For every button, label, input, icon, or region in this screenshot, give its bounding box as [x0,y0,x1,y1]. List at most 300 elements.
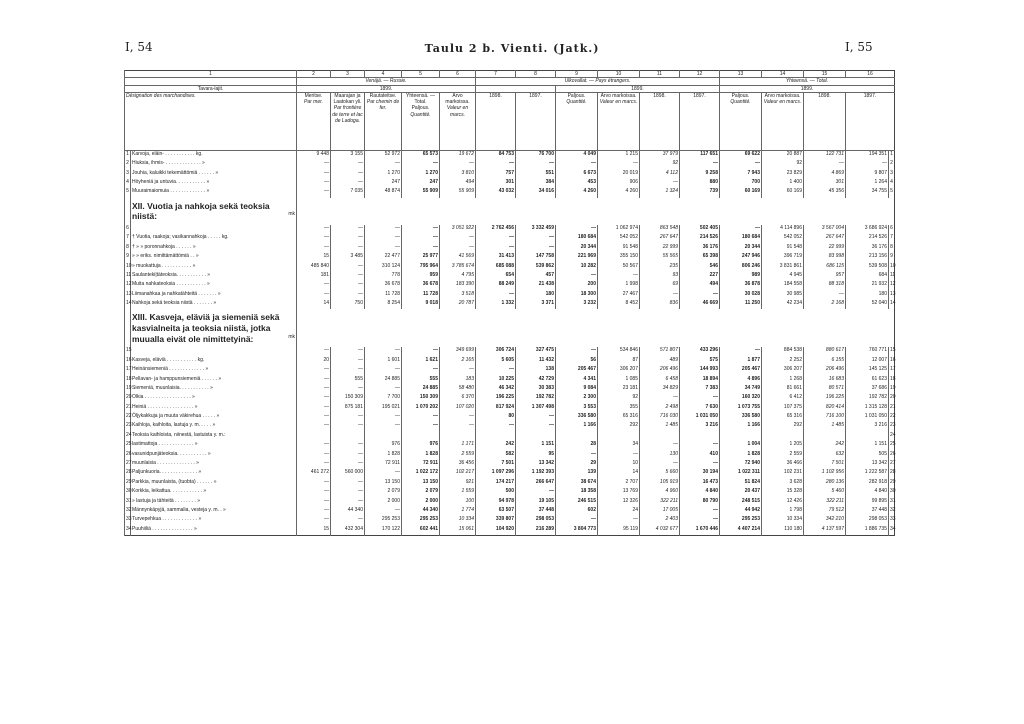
cell-value: 3 628 [762,479,804,488]
cell-value: 104 920 [476,526,516,536]
cell-value: 3 155 [331,150,365,160]
cell-value: — [297,460,331,469]
cell-value: 13 342 [516,460,556,469]
cell-value: 37 979 [640,150,680,160]
cell-value: 410 [680,451,720,460]
cell-value: 65 316 [598,413,640,422]
statistics-table [124,70,895,536]
cell-value: 5 660 [640,469,680,478]
cell-value: 1 031 050 [846,413,889,422]
cell-value: 20 019 [598,170,640,179]
cell-value: 1 270 [402,170,440,179]
cell-value: 205 467 [556,366,598,375]
cell-value: 760 771 [846,347,889,356]
row-number-right: 20 [889,394,895,403]
cell-value: — [331,225,365,234]
cell-value: 144 993 [680,366,720,375]
cell-value: 235 [640,263,680,272]
cell-value: 1 332 [476,300,516,309]
cell-value: — [331,291,365,300]
row-number: 24 [125,432,131,441]
cell-value: 107 375 [762,404,804,413]
cell-value: — [516,244,556,253]
cell-value: — [804,160,846,169]
cell-value: 99 895 [846,498,889,507]
par-mer-label: Par mer. [304,99,323,105]
cell-value: — [297,244,331,253]
cell-value: — [680,160,720,169]
cell-value: 7 700 [365,394,402,403]
cell-value: — [365,225,402,234]
cell-value: 3 332 459 [516,225,556,234]
cell-value: 453 [556,179,598,188]
cell-value: 23 181 [598,385,640,394]
cell-value: — [598,160,640,169]
section-13-header [125,309,895,347]
cell-value: — [598,451,640,460]
row-number-right: 13 [889,291,895,300]
cell-value: — [297,479,331,488]
cell-value: 1 097 296 [476,469,516,478]
cell-value: 539 862 [516,263,556,272]
row-number-right: 7 [889,234,895,243]
cell-value: — [680,460,720,469]
row-number-right: 27 [889,460,895,469]
cell-value: 921 [440,479,476,488]
row-number-right: 17 [889,366,895,375]
cell-value: — [640,460,680,469]
cell-value: 306 207 [598,366,640,375]
arvo-label-r: Arvo markoissa. [445,92,470,105]
cell-value: 206 496 [640,366,680,375]
table-row [125,160,895,169]
cell-value: 3 051 922 [440,225,476,234]
row-number: 17 [125,366,131,375]
laatokan-label: Maarajan ja Laatokan yli. [333,92,362,105]
row-label: » » eriks. nimittämättömiä . . » [131,253,297,262]
cell-value: — [440,160,476,169]
cell-value: 3 216 [680,422,720,431]
table-row [125,291,895,300]
row-label: Männynkäpyjä, sammalia, vesteja y. m. . » [131,507,297,516]
row-label: muunlaisia . . . . . . . . . . . . . . » [131,460,297,469]
year-russia: 1899. [297,85,476,92]
cell-value [640,432,680,441]
cell-value: 13 150 [402,479,440,488]
row-label: Turvepehkua . . . . . . . . . . . . . » [131,516,297,525]
cell-value: — [516,422,556,431]
cell-value: — [804,291,846,300]
row-number: 1 [125,150,131,160]
cell-value: 1 004 [720,441,762,450]
cell-value: 20 437 [720,488,762,497]
cell-value: 214 526 [680,234,720,243]
cell-value: 396 719 [762,253,804,262]
cell-value: 3 810 [440,170,476,179]
cell-value: 3 785 674 [440,263,476,272]
cell-value: 3 553 [556,404,598,413]
row-number-right: 32 [889,507,895,516]
cell-value: — [297,451,331,460]
cell-value: 298 053 [846,516,889,525]
cell-value: 31 413 [476,253,516,262]
cell-value: 2 165 [440,357,476,366]
cell-value: — [516,234,556,243]
cell-value: 461 272 [297,469,331,478]
arvo-label-f: Arvo markoissa. [600,92,637,99]
cell-value: 1 270 [365,170,402,179]
cell-value: 72 911 [365,460,402,469]
cell-value: 1 621 [402,357,440,366]
cell-value: 36 878 [720,281,762,290]
cell-value: 778 [365,272,402,281]
cell-value: — [556,347,598,356]
cell-value: 58 480 [440,385,476,394]
cell-value: 63 507 [476,507,516,516]
cell-value [720,432,762,441]
cell-value: 84 753 [476,150,516,160]
cell-value: — [402,225,440,234]
cell-value: 1 828 [402,451,440,460]
cell-value: 795 964 [402,263,440,272]
col-num-15: 15 [804,71,846,78]
col-num-2: 2 [297,71,331,78]
cell-value: — [297,291,331,300]
cell-value: 180 [846,291,889,300]
cell-value: 339 807 [476,516,516,525]
cell-value: 36 176 [680,244,720,253]
cell-value: — [297,441,331,450]
cell-value: 2 300 [556,394,598,403]
cell-value: 1 798 [762,507,804,516]
cell-value: 87 [598,357,640,366]
row-label: Siemeniä, muunlaisia. . . . . . . . . . . » [131,385,297,394]
cell-value: 4 341 [556,376,598,385]
cell-value: 18 300 [556,291,598,300]
cell-value: 295 253 [365,516,402,525]
table-row [125,244,895,253]
table-row [125,469,895,478]
cell-value: 46 342 [476,385,516,394]
cell-value: 4 137 597 [804,526,846,536]
cell-value: 1 828 [365,451,402,460]
row-label: Saulanteki|täteoksia. . . . . . . . . . . » [131,272,297,281]
cell-value: 906 [598,179,640,188]
row-label: Öljykakkuja ja muuta väkirehua . . . . . » [131,413,297,422]
cell-value: 6 370 [440,394,476,403]
cell-value: 42 729 [516,376,556,385]
table-row [125,526,895,536]
cell-value: — [680,291,720,300]
table-row [125,460,895,469]
cell-value: 494 [440,179,476,188]
cell-value: 298 053 [516,516,556,525]
cell-value: 3 216 [846,422,889,431]
cell-value: — [556,272,598,281]
valeur-label-f: Valeur en marcs. [599,99,638,105]
cell-value: — [331,347,365,356]
cell-value: 184 558 [762,281,804,290]
cell-value: 25 977 [402,253,440,262]
cell-value: 44 340 [402,507,440,516]
cell-value: 500 [476,488,516,497]
table-row [125,413,895,422]
row-label: Korkkia, leikattua. . . . . . . . . . . . » [131,488,297,497]
year-foreign: 1899. [556,85,720,92]
cell-value: 92 [762,160,804,169]
col-num-8: 8 [516,71,556,78]
cell-value: 65 573 [402,150,440,160]
cell-value: 28 [556,441,598,450]
cell-value: 2 707 [598,479,640,488]
cell-value: 20 344 [720,244,762,253]
row-number: 33 [125,516,131,525]
row-number-right: 18 [889,376,895,385]
cell-value: 34 016 [516,188,556,197]
cell-value: — [365,347,402,356]
cell-value: 20 787 [440,300,476,309]
cell-value [516,432,556,441]
cell-value: 757 [476,170,516,179]
cell-value: 205 467 [720,366,762,375]
rautateitse-fr-label: Par chemin de fer. [366,99,400,112]
cell-value: 181 [297,272,331,281]
cell-value: — [365,422,402,431]
cell-value: — [476,234,516,243]
cell-value: — [331,516,365,525]
cell-value: — [365,234,402,243]
cell-value: 92 [598,394,640,403]
row-number-right: 6 [889,225,895,234]
cell-value: 336 580 [720,413,762,422]
table-row [125,516,895,525]
col-num-14: 14 [762,71,804,78]
cell-value: 30 985 [762,291,804,300]
cell-value: 1 828 [720,451,762,460]
cell-value: 88 318 [804,281,846,290]
cell-value: 336 580 [556,413,598,422]
cell-value: 174 217 [476,479,516,488]
row-label: Jouhia, kaluikki tekemättömiä . . . . . . » [131,170,297,179]
cell-value: 3 371 [516,300,556,309]
cell-value: — [402,366,440,375]
row-number-right: 26 [889,451,895,460]
cell-value: 206 496 [804,366,846,375]
cell-value: 2 000 [365,498,402,507]
cell-value: 7 501 [476,460,516,469]
cell-value: — [331,357,365,366]
cell-value: 170 122 [365,526,402,536]
cell-value: 2 168 [804,300,846,309]
cell-value: 602 441 [402,526,440,536]
cell-value: 9 448 [297,150,331,160]
row-label: Parkkia, muunlaista, (tuobta) . . . . . . » [131,479,297,488]
row-number-right: 2 [889,160,895,169]
row-label [131,347,297,356]
cell-value: 1 073 755 [720,404,762,413]
cell-value: 247 [365,179,402,188]
meritse-label: Meritse. [304,92,323,99]
cell-value: 183 390 [440,281,476,290]
cell-value: 11 728 [365,291,402,300]
cell-value: 36 466 [762,460,804,469]
cell-value: 4 260 [598,188,640,197]
cell-value: 150 309 [331,394,365,403]
cell-value: 145 125 [846,366,889,375]
cell-value: 16 473 [680,479,720,488]
cell-value: 4 112 [640,170,680,179]
cell-value: — [440,413,476,422]
cell-value: 55 565 [640,253,680,262]
cell-value: 1 559 [440,488,476,497]
cell-value: 60 169 [762,188,804,197]
cell-value [804,432,846,441]
cell-value: — [680,507,720,516]
cell-value: 36 678 [402,281,440,290]
group-total: Yhteensä. — Total. [720,78,895,85]
cell-value: — [331,179,365,188]
cell-value: 95 119 [598,526,640,536]
cell-value: 433 296 [680,347,720,356]
row-number-right: 16 [889,357,895,366]
cell-value: — [476,422,516,431]
cell-value: 19 105 [516,498,556,507]
cell-value: 4 840 [680,488,720,497]
cell-value: 105 919 [640,479,680,488]
row-number: 7 [125,234,131,243]
row-number-right: 5 [889,188,895,197]
cell-value: — [297,234,331,243]
paljous-label-f: Paljous. [567,92,586,99]
cell-value: — [297,488,331,497]
table-row [125,422,895,431]
cell-value: — [720,160,762,169]
cell-value: 957 [804,272,846,281]
col-num-3: 3 [331,71,365,78]
cell-value: — [331,263,365,272]
cell-value: — [331,170,365,179]
cell-value: — [365,160,402,169]
cell-value: 7 501 [804,460,846,469]
table-row [125,366,895,375]
cell-value: 48 874 [365,188,402,197]
cell-value: 147 758 [516,253,556,262]
cell-value: 534 846 [598,347,640,356]
table-row [125,479,895,488]
cell-value: 9 018 [402,300,440,309]
cell-value: 2 559 [440,451,476,460]
table-row [125,170,895,179]
cell-value: 10 282 [556,263,598,272]
table-row [125,253,895,262]
section-13-number: XIII. [132,312,148,323]
row-label: Pellavan- ja hamppunsiemeniä . . . . . . » [131,376,297,385]
col-num-10: 10 [598,71,640,78]
cell-value: — [331,413,365,422]
cell-value: 282 918 [846,479,889,488]
cell-value: — [365,366,402,375]
cell-value: 3 232 [556,300,598,309]
cell-value: 13 342 [846,460,889,469]
cell-value: 2 252 [762,357,804,366]
year-1897-r: 1897. [516,92,556,150]
cell-value: 22 477 [365,253,402,262]
row-number: 12 [125,281,131,290]
cell-value: 306 724 [476,347,516,356]
table-row [125,498,895,507]
cell-value: 81 661 [762,385,804,394]
cell-value: — [297,516,331,525]
section-12-title: Vuotia ja nahkoja sekä teoksia niistä: [132,200,270,222]
cell-value: 37 686 [846,385,889,394]
cell-value: 24 885 [402,385,440,394]
cell-value: — [297,422,331,431]
cell-value: 20 887 [762,150,804,160]
row-number-right: 34 [889,526,895,536]
cell-value: 3 686 924 [846,225,889,234]
cell-value: 295 253 [402,516,440,525]
cell-value: 65 316 [762,413,804,422]
cell-value: 138 [516,366,556,375]
cell-value: 1 102 956 [804,469,846,478]
row-number: 23 [125,422,131,431]
cell-value: 10 334 [762,516,804,525]
cell-value: — [331,422,365,431]
cell-value: 61 623 [846,376,889,385]
cell-value [331,432,365,441]
cell-value: — [476,160,516,169]
col-num-12: 12 [680,71,720,78]
cell-value: 24 [598,507,640,516]
row-number: 5 [125,188,131,197]
cell-value: 30 383 [516,385,556,394]
cell-value: 1 485 [804,422,846,431]
table-row [125,263,895,272]
cell-value: 8 452 [598,300,640,309]
cell-value: 36 176 [846,244,889,253]
arvo-label-t: Arvo markoissa. [764,92,801,99]
cell-value: 34 755 [846,188,889,197]
cell-value: — [556,451,598,460]
cell-value: 1 264 [846,179,889,188]
cell-value: 432 304 [331,526,365,536]
cell-value: 72 911 [402,460,440,469]
table-row [125,441,895,450]
table-row [125,451,895,460]
cell-value: 100 [440,498,476,507]
cell-value: 2 403 [640,516,680,525]
cell-value: — [331,479,365,488]
cell-value: 1 022 172 [402,469,440,478]
cell-value: — [297,507,331,516]
cell-value: 817 924 [476,404,516,413]
rows-group-c [125,347,895,535]
cell-value: — [365,469,402,478]
cell-value: 1 998 [598,281,640,290]
cell-value: 322 211 [804,498,846,507]
row-number: 13 [125,291,131,300]
col-num-7: 7 [476,71,516,78]
cell-value: 7 630 [680,404,720,413]
cell-value: 242 [804,441,846,450]
cell-value: 4 960 [640,488,680,497]
cell-value: 79 512 [804,507,846,516]
table-title: Taulu 2 b. Vienti. (Jatk.) [424,42,600,55]
cell-value: 4 260 [556,188,598,197]
cell-value: 582 [476,451,516,460]
cell-value: — [331,244,365,253]
cell-value: 267 647 [804,234,846,243]
